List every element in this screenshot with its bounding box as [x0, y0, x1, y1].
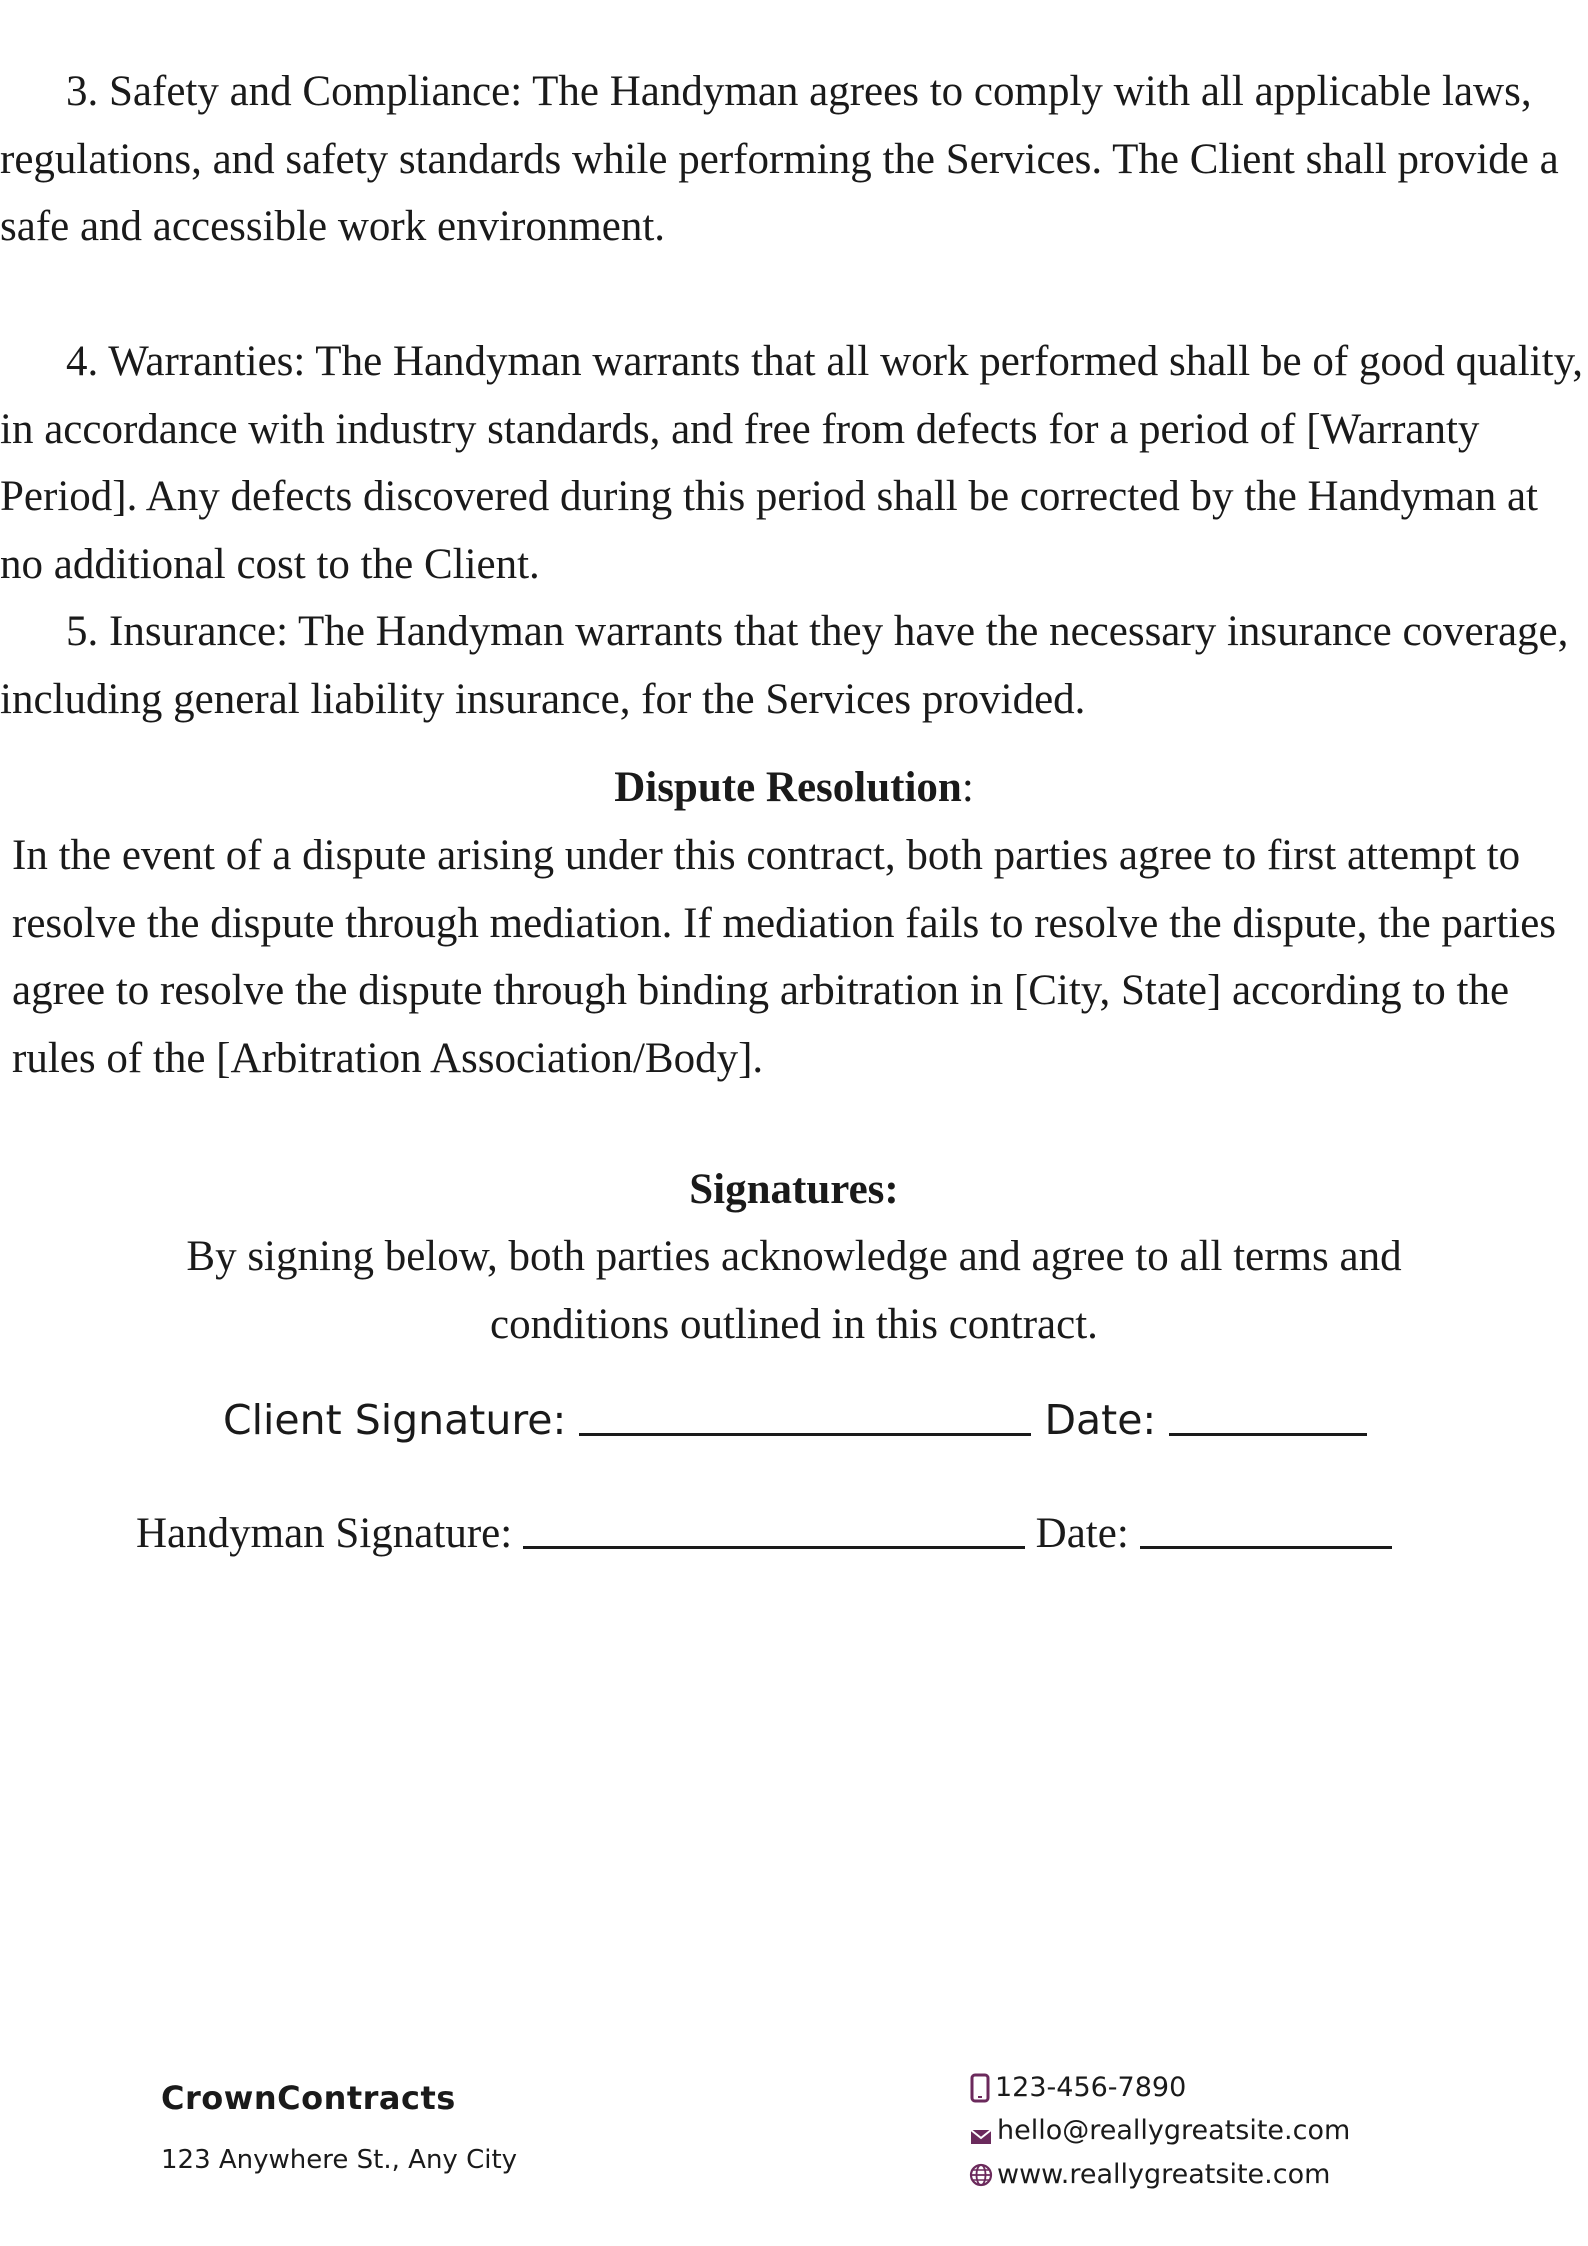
- contact-email-text[interactable]: hello@reallygreatsite.com: [997, 2115, 1351, 2146]
- signatures-body-text: By signing below, both parties acknowledge and agree to all terms and conditions outlined in this contract.: [186, 1233, 1402, 1348]
- signatures-heading: [0, 1156, 1588, 1224]
- contact-website-text[interactable]: www.reallygreatsite.com: [997, 2159, 1331, 2190]
- client-signature-label: Client Signature:: [223, 1396, 567, 1444]
- handyman-signature-label: Handyman Signature:: [136, 1510, 513, 1557]
- handyman-date-label: Date:: [1035, 1510, 1129, 1557]
- handyman-date-field[interactable]: [1140, 1546, 1392, 1549]
- clause-safety: [0, 58, 1588, 261]
- dispute-body-text: In the event of a dispute arising under this contract, both parties agree to first attempt to resolve the dispute through mediation. If mediation fails to resolve the dispute, the parties agree to resolve the dispute through binding arbitration in [City, State] according to the rules of the [Arbitration Association/Body].: [12, 832, 1557, 1082]
- contact-phone: [969, 2072, 1186, 2103]
- clause-insurance-text: 5. Insurance: The Handyman warrants that they have the necessary insurance coverage, including general liability insurance, for the Services provided.: [0, 608, 1569, 723]
- globe-icon: [969, 2163, 993, 2187]
- signatures-heading-text: Signatures:: [689, 1166, 899, 1213]
- dispute-body: [0, 822, 1588, 1092]
- dispute-heading-colon: :: [961, 764, 974, 811]
- mail-icon: [969, 2116, 993, 2146]
- clause-warranties-text: 4. Warranties: The Handyman warrants that all work performed shall be of good quality, in accordance with industry standards, and free from defects for a period of [Warranty Period]. Any defects discovered during this period shall be corrected by the Handyman at no additional cost to the Client.: [0, 338, 1584, 588]
- signatures-body: [0, 1223, 1588, 1358]
- handyman-signature-line: [136, 1500, 1588, 1568]
- clause-warranties: [0, 328, 1588, 598]
- client-signature-field[interactable]: [579, 1433, 1031, 1436]
- contact-email: [969, 2115, 1350, 2146]
- phone-icon: [969, 2073, 991, 2103]
- contact-website: [969, 2159, 1330, 2190]
- handyman-signature-field[interactable]: [523, 1546, 1025, 1549]
- dispute-heading: [0, 754, 1588, 822]
- company-name: CrownContracts: [161, 2079, 456, 2117]
- contact-phone-text[interactable]: 123-456-7890: [995, 2072, 1187, 2103]
- clause-insurance: [0, 598, 1588, 733]
- client-signature-line: [223, 1390, 1588, 1450]
- clause-safety-text: 3. Safety and Compliance: The Handyman agrees to comply with all applicable laws, regulations, and safety standards while performing the Services. The Client shall provide a safe and accessible work environment.: [0, 68, 1559, 250]
- client-date-label: Date:: [1044, 1396, 1157, 1444]
- dispute-heading-text: Dispute Resolution: [614, 764, 962, 811]
- client-date-field[interactable]: [1169, 1433, 1367, 1436]
- company-address: 123 Anywhere St., Any City: [161, 2145, 518, 2175]
